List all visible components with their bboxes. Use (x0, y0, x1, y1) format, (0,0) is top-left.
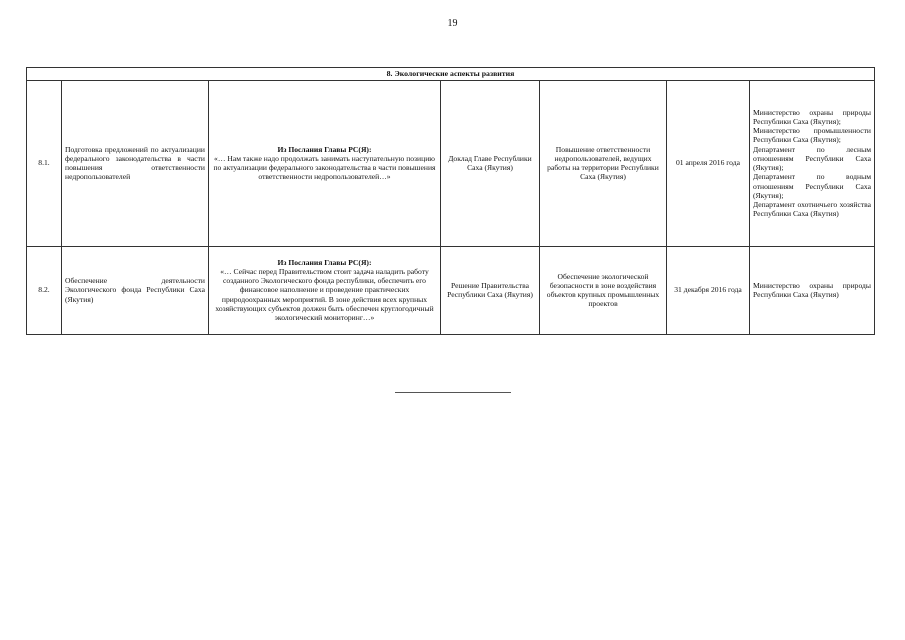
quote-cell (209, 80, 441, 246)
implementation-form-cell: Решение Правительства Республики Саха (Якутия) (441, 246, 540, 334)
responsible-cell (750, 246, 875, 334)
deadline-cell: 31 декабря 2016 года (667, 246, 750, 334)
task-cell: Подготовка предложений по актуализации федерального законодательства в части повышения ответственности недропользователей (62, 80, 209, 246)
implementation-form-cell: Доклад Главе Республики Саха (Якутия) (441, 80, 540, 246)
quote-text: «… Сейчас перед Правительством стоит задача наладить работу созданного Экологического фонда республики, обеспечить его финансовое наполнение и проведение практических природоохранных мероприятий. В зоне действия всех крупных хозяйствующих субъектов должен быть обеспечен круглогодичный экологический мониторинг…» (215, 266, 434, 323)
footer-divider (395, 392, 511, 393)
quote-heading: Из Послания Главы РС(Я): (277, 257, 372, 267)
quote-cell (209, 246, 441, 334)
responsible-line: Министерство промышленности Республики Саха (Якутия); (753, 126, 871, 145)
responsible-line: Министерство охраны природы Республики Саха (Якутия); (753, 107, 871, 126)
table-row (27, 80, 875, 246)
expected-result-cell: Повышение ответственности недропользователей, ведущих работы на территории Республики Саха (Якутия) (540, 80, 667, 246)
page-number: 19 (447, 18, 458, 29)
table-row (27, 246, 875, 334)
deadline-cell: 01 апреля 2016 года (667, 80, 750, 246)
row-number: 8.2. (27, 246, 62, 334)
responsible-line: Департамент по водным отношениям Республики Саха (Якутия); (753, 172, 871, 200)
row-number: 8.1. (27, 80, 62, 246)
task-cell: Обеспечение деятельности Экологического фонда Республики Саха (Якутия) (62, 246, 209, 334)
responsible-line: Департамент по лесным отношениям Республики Саха (Якутия); (753, 144, 871, 172)
responsible-line: Министерство охраны природы Республики Саха (Якутия) (753, 280, 871, 299)
section-title: 8. Экологические аспекты развития (27, 68, 875, 81)
quote-text: «… Нам также надо продолжать занимать наступательную позицию по актуализации федерального законодательства в части повышения ответственности недропользователей…» (213, 153, 436, 182)
responsible-line: Департамент охотничьего хозяйства Республики Саха (Якутия) (753, 200, 871, 219)
quote-heading: Из Послания Главы РС(Я): (277, 144, 372, 154)
expected-result-cell: Обеспечение экологической безопасности в зоне воздействия объектов крупных промышленных проектов (540, 246, 667, 334)
measures-table (26, 67, 875, 335)
responsible-cell (750, 80, 875, 246)
section-header-row (27, 68, 875, 81)
